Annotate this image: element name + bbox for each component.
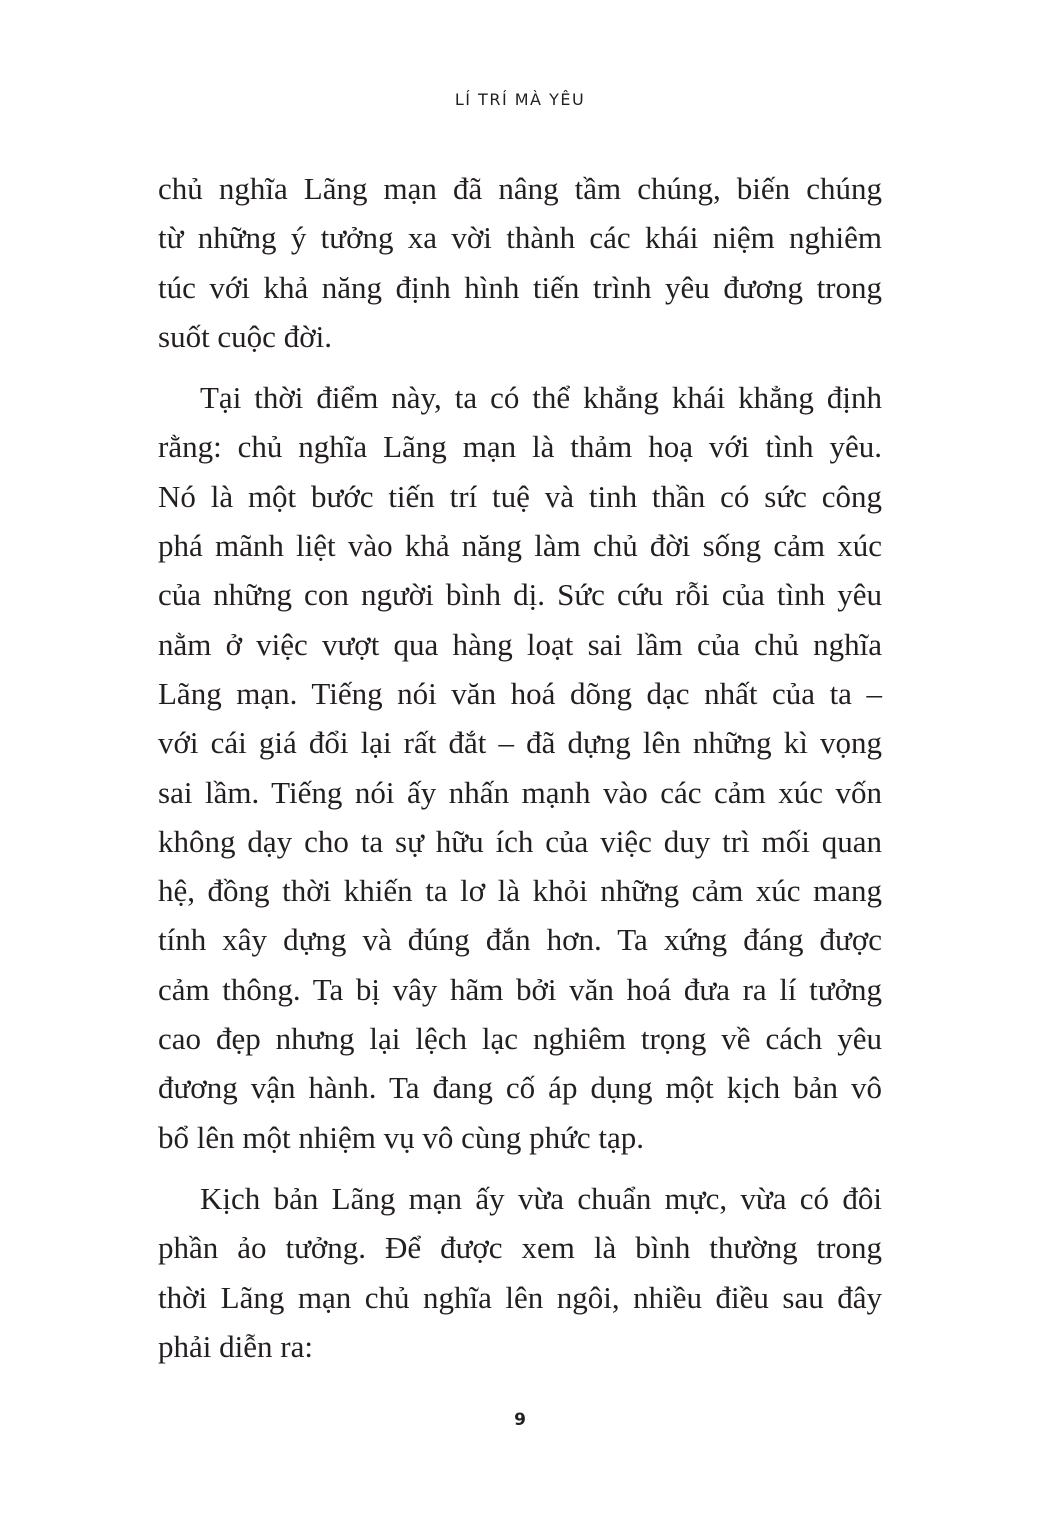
text-line: suốt cuộc đời.: [158, 318, 332, 354]
text-line: sai lầm. Tiếng nói ấy nhấn mạnh vào các cảm xúc vốn: [158, 774, 882, 810]
text-line: từ những ý tưởng xa vời thành các khái niệm nghiêm: [158, 220, 882, 256]
text-line: của những con người bình dị. Sức cứu rỗi của tình yêu: [158, 577, 882, 613]
text-line: cao đẹp nhưng lại lệch lạc nghiêm trọng về cách yêu: [158, 1021, 882, 1057]
paragraph: [158, 373, 882, 1162]
body-text: [158, 164, 882, 1371]
paragraph-spacer: [158, 1162, 882, 1174]
text-line: chủ nghĩa Lãng mạn đã nâng tầm chúng, biến chúng: [158, 171, 882, 206]
paragraph-spacer: [158, 361, 882, 373]
text-line: Nó là một bước tiến trí tuệ và tinh thần có sức công: [158, 478, 882, 514]
text-line: phần ảo tưởng. Để được xem là bình thường trong: [158, 1230, 882, 1266]
text-line: bổ lên một nhiệm vụ vô cùng phức tạp.: [158, 1119, 645, 1155]
running-head-title: LÍ TRÍ MÀ YÊU: [454, 90, 586, 109]
text-line: Tại thời điểm này, ta có thể khẳng khái khẳng định: [200, 380, 882, 416]
paragraph: [158, 1174, 882, 1371]
text-line: không dạy cho ta sự hữu ích của việc duy trì mối quan: [158, 823, 882, 859]
paragraph: [158, 164, 882, 361]
text-line: Lãng mạn. Tiếng nói văn hoá dõng dạc nhất của ta –: [158, 675, 882, 711]
text-line: đương vận hành. Ta đang cố áp dụng một kịch bản vô: [158, 1070, 882, 1106]
text-line: cảm thông. Ta bị vây hãm bởi văn hoá đưa ra lí tưởng: [158, 971, 882, 1007]
text-line: nằm ở việc vượt qua hàng loạt sai lầm của chủ nghĩa: [158, 626, 882, 662]
text-line: túc với khả năng định hình tiến trình yêu đương trong: [158, 269, 882, 305]
text-line: hệ, đồng thời khiến ta lơ là khỏi những cảm xúc mang: [158, 873, 882, 909]
text-line: phá mãnh liệt vào khả năng làm chủ đời sống cảm xúc: [158, 528, 882, 564]
text-line: thời Lãng mạn chủ nghĩa lên ngôi, nhiều điều sau đây: [158, 1279, 882, 1315]
text-line: phải diễn ra:: [158, 1328, 313, 1364]
page-number: 9: [514, 1410, 526, 1430]
text-line: Kịch bản Lãng mạn ấy vừa chuẩn mực, vừa có đôi: [200, 1180, 882, 1216]
text-line: tính xây dựng và đúng đắn hơn. Ta xứng đáng được: [158, 922, 882, 958]
text-line: rằng: chủ nghĩa Lãng mạn là thảm hoạ với tình yêu.: [158, 429, 882, 465]
text-line: với cái giá đổi lại rất đắt – đã dựng lên những kì vọng: [158, 725, 882, 761]
